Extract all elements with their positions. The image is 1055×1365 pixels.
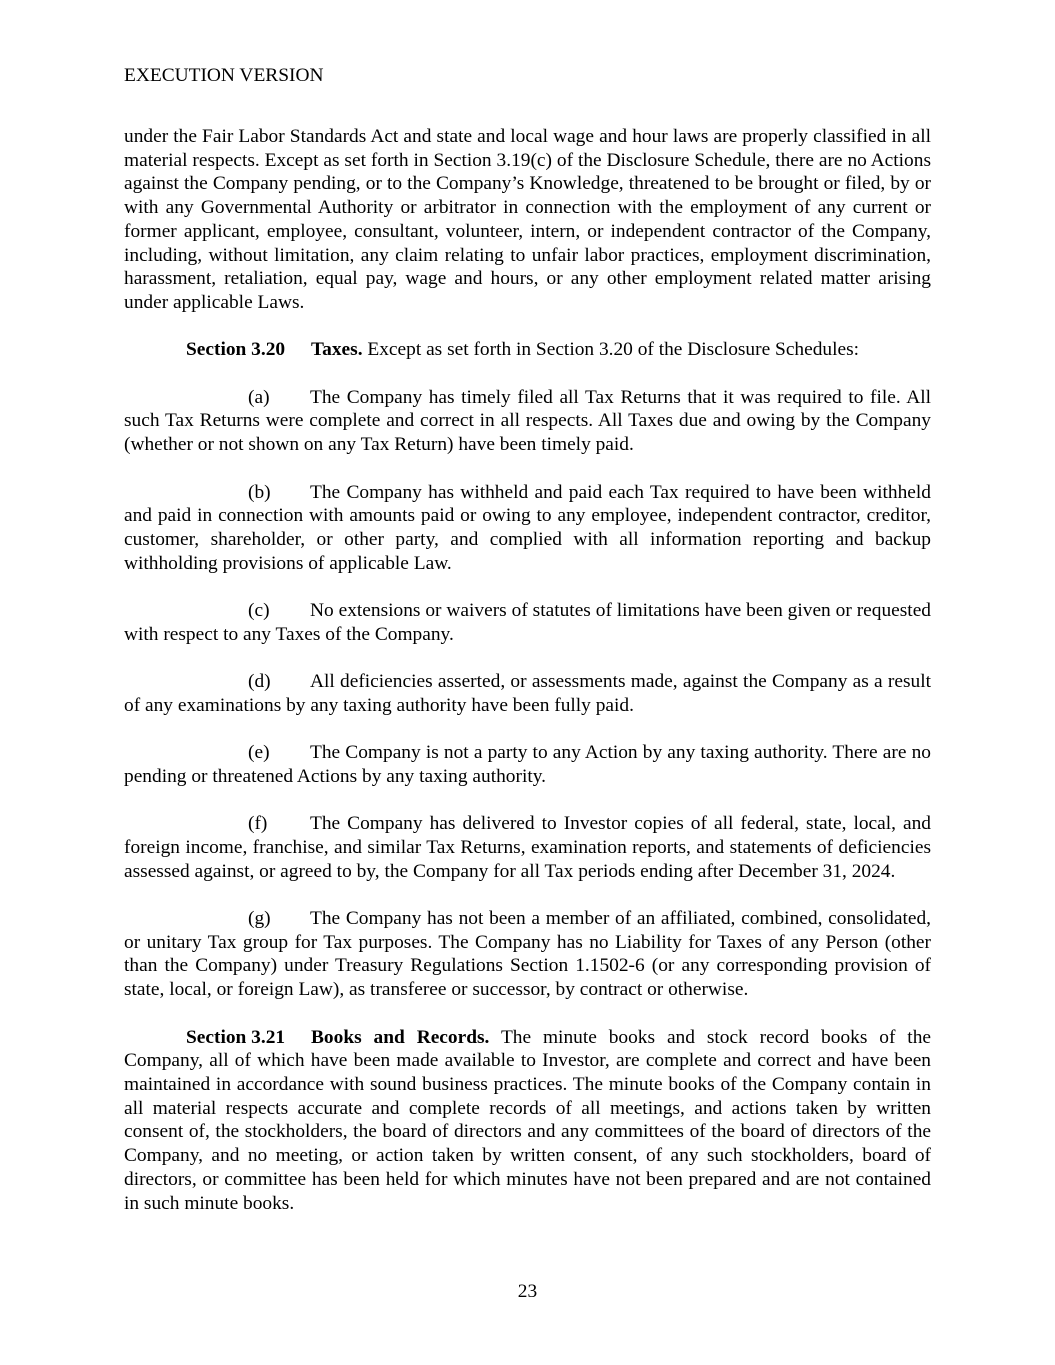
tax-item-e xyxy=(124,741,931,788)
document-body xyxy=(124,125,931,1239)
item-label: (c) xyxy=(248,600,270,621)
section-text: The minute books and stock record books of the Company, all of which have been made available to Investor, are complete and correct and have been maintained in accordance with sound business practices. The minute books of the Company contain in all material respects accurate and complete records of all meetings, and actions taken by written consent of, the stockholders, the board of directors and any committees of the board of directors of the Company, and no meeting, or action taken by written consent, of any such stockholders, board of directors, or committee has been held for which minutes have not been prepared and are not contained in such minute books. xyxy=(124,1026,931,1214)
tax-item-d xyxy=(124,670,931,717)
tax-item-g xyxy=(124,907,931,1002)
item-label: (a) xyxy=(248,386,270,408)
item-text: The Company has delivered to Investor copies of all federal, state, local, and foreign income, franchise, and similar Tax Returns, examination reports, and statements of deficiencies assessed against, or agreed to by, the Company for all Tax periods ending after December 31, 2024. xyxy=(124,813,931,882)
item-label: (g) xyxy=(248,908,271,930)
execution-version-header: EXECUTION VERSION xyxy=(124,65,324,86)
item-text: All deficiencies asserted, or assessments made, against the Company as a result of any examinations by any taxing authority have been fully paid. xyxy=(124,671,931,716)
section-number: Section 3.21 xyxy=(186,1026,286,1048)
item-text: No extensions or waivers of statutes of limitations have been given or requested with respect to any Taxes of the Company. xyxy=(124,600,931,645)
tax-item-b xyxy=(124,481,931,576)
section-title: Books and Records. xyxy=(311,1026,490,1048)
item-label: (e) xyxy=(248,742,270,764)
item-label: (b) xyxy=(248,481,271,503)
section-intro: Except as set forth in Section 3.20 of the Disclosure Schedules: xyxy=(362,339,860,361)
item-text: The Company has timely filed all Tax Returns that it was required to file. All such Tax Returns were complete and correct in all respects. All Taxes due and owing by the Company (whether or not shown on any Tax Return) have been timely paid. xyxy=(124,386,931,456)
tax-item-f xyxy=(124,812,931,883)
item-text: The Company is not a party to any Action by any taxing authority. There are no pending or threatened Actions by any taxing authority. xyxy=(124,742,931,787)
page-number: 23 xyxy=(517,1281,538,1302)
tax-item-c xyxy=(124,599,931,646)
item-text: The Company has withheld and paid each Tax required to have been withheld and paid in connection with amounts paid or owing to any employee, independent contractor, creditor, customer, shareholder, or other party, and complied with all information reporting and backup withholding provisions of applicable Law. xyxy=(124,481,931,574)
continuation-paragraph: under the Fair Labor Standards Act and state and local wage and hour laws are properly classified in all material respects. Except as set forth in Section 3.19(c) of the Disclosure Schedule, there are no Actions against the Company pending, or to the Company’s Knowledge, threatened to be brought or filed, by or with any Governmental Authority or arbitrator in connection with the employment of any current or former applicant, employee, consultant, volunteer, intern, or independent contractor of the Company, including, without limitation, any claim relating to unfair labor practices, employment discrimination, harassment, retaliation, equal pay, wage and hours, or any other employment related matter arising under applicable Laws. xyxy=(124,126,931,313)
item-label: (d) xyxy=(248,671,271,693)
section-title: Taxes. xyxy=(311,339,363,361)
section-3-21-paragraph xyxy=(124,1026,931,1216)
item-label: (f) xyxy=(248,813,268,835)
tax-item-a xyxy=(124,386,931,457)
section-3-20-heading xyxy=(124,338,931,362)
section-number: Section 3.20 xyxy=(186,339,286,361)
item-text: The Company has not been a member of an affiliated, combined, consolidated, or unitary Tax group for Tax purposes. The Company has no Liability for Taxes of any Person (other than the Company) under Treasury Regulations Section 1.1502-6 (or any corresponding provision of state, local, or foreign Law), as transferee or successor, by contract or otherwise. xyxy=(124,908,931,1001)
